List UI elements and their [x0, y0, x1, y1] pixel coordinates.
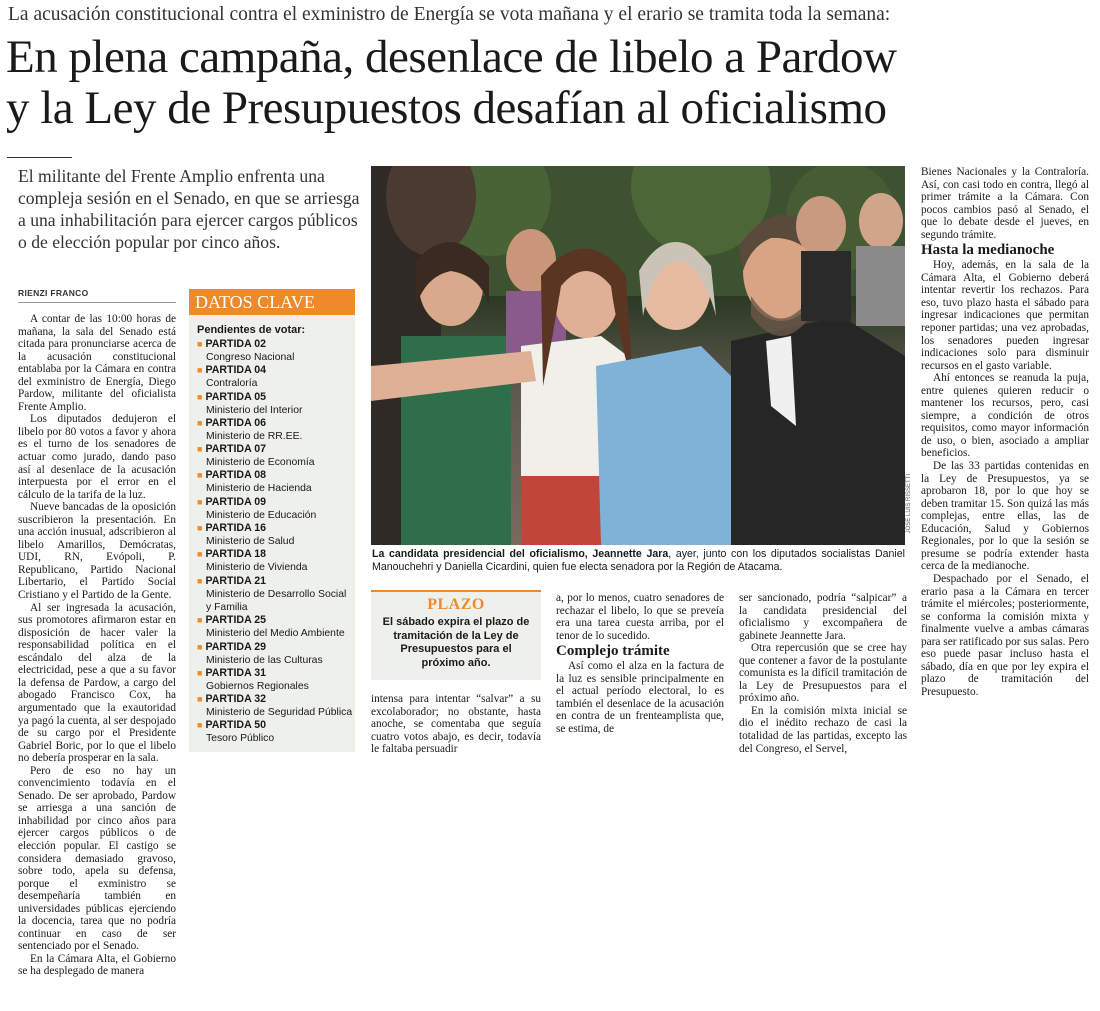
partida-name: Congreso Nacional [206, 352, 295, 363]
square-bullet-icon: ■ [197, 496, 203, 507]
datos-clave-item [197, 391, 353, 417]
partida-name: Ministerio de RR.EE. [206, 430, 303, 442]
partida-code [197, 522, 353, 535]
caption-text: , ayer, junto con los diputados socialistas Daniel Manouchehri y Daniella Cicardini, quien fue electa senadora por la Región de Atacama. [372, 548, 906, 573]
headline-line: En plena campaña, desenlace de libelo a Pardow [6, 31, 897, 83]
partida-name: Contraloría [206, 378, 258, 390]
partida-code-text: PARTIDA 06 [205, 416, 267, 429]
datos-clave-title: DATOS CLAVE [189, 289, 355, 315]
datos-clave-item [197, 693, 353, 719]
partida-name: Ministerio de Vivienda [206, 562, 308, 574]
paragraph: Hoy, además, en la sala de la Cámara Alta, el Gobierno deberá intentar revertir los rechazos. Para eso, tuvo plazo hasta el sábado para ingresar indicaciones que permitan reponer partidas; una vez aprobadas, los senadores pueden ingresar indicaciones solo para disminuir recursos en el gasto variable. [921, 259, 1089, 372]
news-photo [371, 166, 905, 545]
paragraph: De las 33 partidas contenidas en la Ley de Presupuestos, ya se aprobaron 18, por lo que hoy se deben tramitar 15. Son quizá las más complejas, entre ellas, las de Educación, Salud y Gobiernos Regionales, por lo que la sesión se presume se podría extender hasta cerca de la medianoche. [921, 460, 1089, 573]
square-bullet-icon: ■ [197, 365, 203, 376]
headline-line: y la Ley de Presupuestos desafían al oficialismo [6, 82, 887, 134]
byline: RIENZI FRANCO [18, 288, 89, 298]
paragraph: Nueve bancadas de la oposición suscribieron la presentación. En una acción inusual, adscribieron al libelo Amarillos, Demócratas, UDI, RN, Evópoli, P. Republicano, Partido Nacional Libertario, el Partido Social Cristiano y el Partido de la Gente. [18, 501, 176, 602]
paragraph: Bienes Nacionales y la Contraloría. Así, con casi todo en contra, llegó al primer trámite a la Cámara. Con pocos cambios pasó al Senado, el que lo debate desde el jueves, en segundo trámite. [921, 166, 1089, 241]
divider [18, 302, 176, 303]
paragraph: Así como el alza en la factura de la luz es sensible principalmente en el actual período electoral, lo es también el desenlace de la acusación en contra de un frenteamplista que, se estima, de [556, 660, 724, 735]
paragraph: intensa para intentar “salvar” a su excolaborador; no obstante, hasta anoche, se comentaba que seguía cuatro votos abajo, es decir, todavía le faltaba persuadir [371, 693, 541, 756]
datos-clave-list [197, 324, 353, 746]
partida-code [197, 575, 353, 588]
partida-name: Ministerio de Economía [206, 457, 315, 469]
partida-code [197, 496, 353, 509]
paragraph: En la comisión mixta inicial se dio el inédito rechazo de casi la totalidad de las partidas, excepto las del Congreso, el Servel, [739, 704, 907, 755]
subheading: Hasta la medianoche [921, 242, 1055, 259]
partida-code-text: PARTIDA 21 [205, 574, 267, 587]
plazo-text: El sábado expira el plazo de tramitación de la Ley de Presupuestos para el próximo año. [382, 616, 530, 669]
datos-clave-item [197, 496, 353, 522]
datos-clave-box [189, 289, 355, 752]
photo-credit: JOSÉ LUIS RISSETTI [906, 474, 912, 534]
datos-clave-item [197, 667, 353, 693]
square-bullet-icon: ■ [197, 667, 203, 678]
partida-code [197, 667, 353, 680]
datos-clave-item [197, 338, 353, 364]
partida-name: Tesoro Público [206, 733, 275, 745]
partida-code-text: PARTIDA 18 [205, 548, 267, 561]
partida-code-text: PARTIDA 50 [205, 719, 267, 732]
datos-clave-item [197, 522, 353, 548]
partida-code [197, 469, 353, 482]
paragraph: En la Cámara Alta, el Gobierno se ha desplegado de manera [18, 952, 176, 978]
partida-code [197, 693, 353, 706]
partida-name: Ministerio de Hacienda [206, 483, 312, 495]
partida-code [197, 391, 353, 404]
partida-name: Ministerio de las Culturas [206, 654, 323, 666]
partida-code-text: PARTIDA 31 [205, 666, 267, 679]
lede: El militante del Frente Amplio enfrenta una compleja sesión en el Senado, en que se arriesga a una inhabilitación para ejercer cargos públicos o de elección popular por cinco años. [18, 166, 360, 252]
photo-caption [372, 548, 905, 573]
square-bullet-icon: ■ [197, 694, 203, 705]
paragraph: Otra repercusión que se cree hay que contener a favor de la postulante comunista es la difícil tramitación de la Ley de Presupuestos para el próximo año. [739, 642, 907, 705]
partida-code [197, 443, 353, 456]
square-bullet-icon: ■ [197, 391, 203, 402]
photo-illustration [371, 166, 905, 545]
square-bullet-icon: ■ [197, 444, 203, 455]
partida-code [197, 364, 353, 377]
partida-code [197, 338, 353, 351]
paragraph: Al ser ingresada la acusación, sus promotores afirmaron estar en disposición de hacer valer la responsabilidad política en el escándalo del alza de la electricidad, pese a que a su favor la defensa de Pardow, a cargo del abogado Francisco Cox, ha argumentado que la exautoridad ya pagó la cuenta, al ser despojado de su cargo por el Presidente Gabriel Boric, por lo que el libelo no debería prosperar en la sala. [18, 601, 176, 765]
partida-code-text: PARTIDA 29 [205, 640, 267, 653]
caption-bold: La candidata presidencial del oficialismo, Jeannette Jara [372, 548, 669, 560]
square-bullet-icon: ■ [197, 575, 203, 586]
partida-code-text: PARTIDA 32 [205, 693, 267, 706]
column-6 [921, 166, 1089, 698]
datos-clave-item [197, 443, 353, 469]
kicker: La acusación constitucional contra el exministro de Energía se vota mañana y el erario se tramita toda la semana: [8, 4, 891, 25]
paragraph: a, por lo menos, cuatro senadores de rechazar el libelo, lo que se preveía era una tarea cuesta arriba, por el tenor de lo sucedido. [556, 592, 724, 642]
datos-clave-item [197, 719, 353, 745]
paragraph: Los diputados dedujeron el libelo por 80 votos a favor y ahora es el turno de los senadores de actuar como jurado, dando paso así al desenlace de la acusación interpuesta por el error en el cálculo de la tarifa de la luz. [18, 413, 176, 501]
partida-code-text: PARTIDA 07 [205, 443, 267, 456]
headline [6, 32, 1100, 134]
datos-clave-item [197, 641, 353, 667]
datos-clave-item [197, 614, 353, 640]
partida-code [197, 719, 353, 732]
partida-code [197, 417, 353, 430]
plazo-title: PLAZO [427, 596, 485, 613]
partida-code-text: PARTIDA 16 [205, 522, 267, 535]
paragraph: Despachado por el Senado, el erario pasa a la Cámara en tercer trámite el miércoles; posteriormente, se conforma la comisión mixta y finalmente vuelve a ambas cámaras para ser ratificado por sus salas. Pero eso puede pasar incluso hasta el sábado, día en que por ley expira el plazo de tramitación del Presupuesto. [921, 572, 1089, 698]
datos-clave-item [197, 417, 353, 443]
partida-code-text: PARTIDA 08 [205, 469, 267, 482]
datos-clave-item [197, 548, 353, 574]
partida-code-text: PARTIDA 05 [205, 390, 267, 403]
column-4 [556, 592, 724, 735]
paragraph: Pero de eso no hay un convencimiento todavía en el Senado. De ser aprobado, Pardow se arriesga a una sanción de inhabilidad por cinco años para ejercer cargos públicos o de elección popular. El castigo se considera demasiado gravoso, sobre todo, apela su defensa, porque el exministro se desempeñaría también en universidades públicas ejerciendo la docencia, tarea que no podría continuar en caso de ser sentenciado por el Senado. [18, 764, 176, 953]
datos-clave-item [197, 364, 353, 390]
square-bullet-icon: ■ [197, 615, 203, 626]
square-bullet-icon: ■ [197, 641, 203, 652]
datos-clave-item [197, 469, 353, 495]
partida-code [197, 614, 353, 627]
column-1 [18, 313, 176, 978]
partida-name: Ministerio de Educación [206, 509, 317, 521]
partida-code-text: PARTIDA 25 [205, 614, 267, 627]
partida-code-text: PARTIDA 02 [205, 338, 267, 350]
partida-code-text: PARTIDA 04 [205, 364, 267, 377]
partida-name: Ministerio de Desarrollo Social y Familia [206, 588, 347, 613]
partida-name: Ministerio de Salud [206, 536, 295, 548]
paragraph: A contar de las 10:00 horas de mañana, la sala del Senado está citada para pronunciarse acerca de la acusación constitucional entablaba por la Cámara en contra del exministro de Energía, Diego Pardow, militante del oficialista Frente Amplio. [18, 313, 176, 413]
partida-name: Ministerio del Medio Ambiente [206, 628, 345, 640]
column-5 [739, 592, 907, 755]
subheading: Complejo trámite [556, 643, 670, 660]
square-bullet-icon: ■ [197, 470, 203, 481]
partida-name: Ministerio del Interior [206, 404, 303, 416]
square-bullet-icon: ■ [197, 720, 203, 731]
datos-clave-item [197, 575, 353, 615]
partida-code-text: PARTIDA 09 [205, 495, 267, 508]
square-bullet-icon: ■ [197, 523, 203, 534]
partida-name: Ministerio de Seguridad Pública [206, 707, 353, 719]
plazo-box [371, 590, 541, 680]
partida-code [197, 641, 353, 654]
divider [7, 157, 72, 158]
square-bullet-icon: ■ [197, 417, 203, 428]
partida-name: Gobiernos Regionales [206, 680, 309, 692]
square-bullet-icon: ■ [197, 339, 203, 349]
paragraph: Ahí entonces se reanuda la puja, entre quienes quieren reducir o mantener los recursos, pero, casi siempre, a condición de otros requisitos, como mayor información de uso, o bien, asociado a ampliar beneficios. [921, 372, 1089, 460]
datos-clave-lead: Pendientes de votar: [197, 324, 306, 336]
paragraph: ser sancionado, podría “salpicar” a la candidata presidencial del oficialismo y excompañera de gabinete Jeannette Jara. [739, 592, 907, 642]
square-bullet-icon: ■ [197, 549, 203, 560]
column-3 [371, 693, 541, 756]
partida-code [197, 548, 353, 561]
